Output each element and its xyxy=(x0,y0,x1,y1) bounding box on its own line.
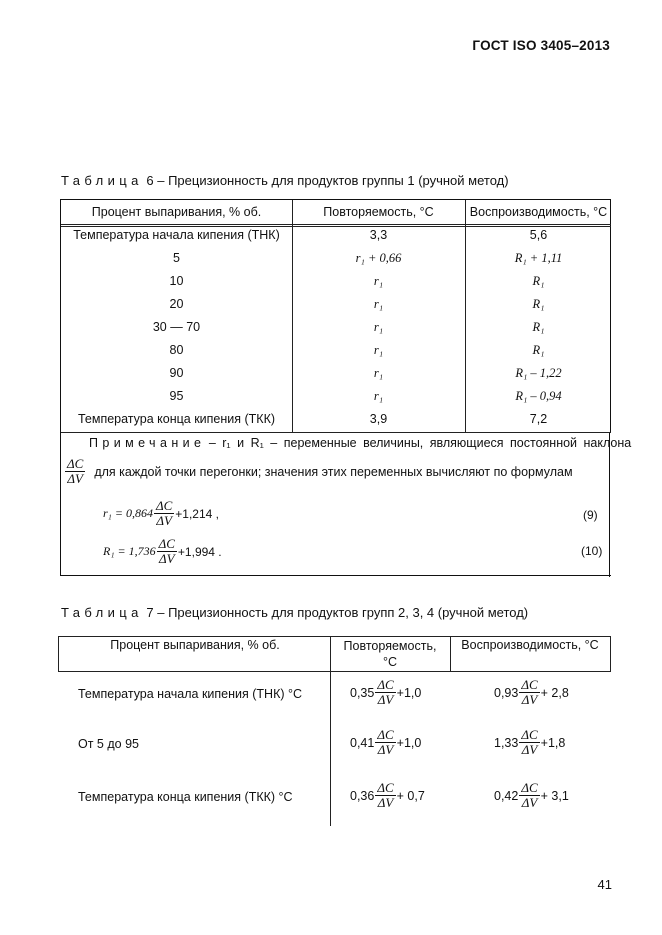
t6-row-9-col-1: Температура конца кипения (ТКК) xyxy=(77,412,276,426)
table6-caption-text: 6 – Прецизионность для продуктов группы 1 (ручной метод) xyxy=(146,173,509,188)
document-code: ГОСТ ISO 3405–2013 xyxy=(472,38,610,53)
t7-row-2-label: От 5 до 95 xyxy=(78,737,139,751)
t6-formula-10-number: (10) xyxy=(581,544,603,558)
t7-row-2-repeatability: 0,41 $\frac{\Delta C}{\Delta V}$ +1,0 xyxy=(350,727,422,757)
t6-row-2-col-3: R₁ + 1,11 xyxy=(514,251,563,265)
t6-note-fraction: $\frac{\Delta C}{\Delta V}$ xyxy=(67,456,84,486)
table6 xyxy=(60,199,632,576)
t6-note-line2 xyxy=(64,457,573,486)
t7-row-1-label: Температура начала кипения (ТНК) °C xyxy=(78,687,303,701)
table7-caption-word: Таблица xyxy=(61,605,143,620)
table6-caption xyxy=(61,173,509,188)
t6-formula-9-number: (9) xyxy=(583,508,598,522)
page-number: 41 xyxy=(597,877,612,892)
t6-row-4-col-2: r₁ xyxy=(373,297,384,311)
t7-header-reproducibility: Воспроизводимость, °C xyxy=(461,638,599,652)
t6-row-8-col-2: r₁ xyxy=(373,389,384,403)
t7-row-3-reproducibility: 0,42 $\frac{\Delta C}{\Delta V}$ + 3,1 xyxy=(494,780,569,810)
t7-row-3-repeatability: 0,36 $\frac{\Delta C}{\Delta V}$ + 0,7 xyxy=(350,780,425,810)
t6-row-8-col-3: R₁ – 0,94 xyxy=(515,389,562,403)
table7-caption-text: 7 – Прецизионность для продуктов групп 2, 3, 4 (ручной метод) xyxy=(146,605,529,620)
t7-row-1-reproducibility: 0,93 $\frac{\Delta C}{\Delta V}$ + 2,8 xyxy=(494,677,569,707)
t6-row-9-col-2: 3,9 xyxy=(369,412,388,426)
t6-row-4-col-3: R₁ xyxy=(532,297,545,311)
t6-row-2-col-1: 5 xyxy=(173,251,180,265)
t6-row-2-col-2: r₁ + 0,66 xyxy=(355,251,402,265)
t6-note-text1: – r₁ и R₁ – переменные величины, являющиеся постоянной наклона xyxy=(208,436,632,450)
t6-row-6-col-2: r₁ xyxy=(373,343,384,357)
t6-row-5-col-3: R₁ xyxy=(532,320,545,334)
t6-row-3-col-2: r₁ xyxy=(373,274,384,288)
t7-row-3-label: Температура конца кипения (ТКК) °C xyxy=(78,790,293,804)
t6-note-text2: для каждой точки перегонки; значения этих переменных вычисляют по формулам xyxy=(94,464,573,479)
t6-note-word: Примечание xyxy=(89,436,206,450)
t6-row-6-col-1: 80 xyxy=(169,343,184,357)
t6-row-1-col-3: 5,6 xyxy=(529,228,548,242)
table6-caption-word: Таблица xyxy=(61,173,143,188)
t7-row-2-reproducibility: 1,33 $\frac{\Delta C}{\Delta V}$ +1,8 xyxy=(494,727,566,757)
t6-row-9-col-3: 7,2 xyxy=(529,412,548,426)
t6-row-7-col-3: R₁ – 1,22 xyxy=(515,366,562,380)
t6-row-7-col-2: r₁ xyxy=(373,366,384,380)
t6-row-1-col-2: 3,3 xyxy=(369,228,388,242)
t6-row-5-col-1: 30 — 70 xyxy=(152,320,201,334)
t6-header-repeatability: Повторяемость, °C xyxy=(323,205,434,219)
t6-row-8-col-1: 95 xyxy=(169,389,184,403)
table7 xyxy=(60,636,611,826)
t6-header-reproducibility: Воспроизводимость, °C xyxy=(469,205,608,219)
t6-header-percent: Процент выпаривания, % об. xyxy=(91,205,262,219)
t6-row-1-col-1: Температура начала кипения (ТНК) xyxy=(73,228,280,242)
t6-row-3-col-1: 10 xyxy=(169,274,184,288)
t7-row-1-repeatability: 0,35 $\frac{\Delta C}{\Delta V}$ +1,0 xyxy=(350,677,422,707)
t6-row-3-col-3: R₁ xyxy=(532,274,545,288)
t6-row-6-col-3: R₁ xyxy=(532,343,545,357)
t6-row-4-col-1: 20 xyxy=(169,297,184,311)
t6-formula-9: r₁ = 0,864 $\frac{\Delta C}{\Delta V}$ +1,214 , xyxy=(103,498,219,528)
t6-row-7-col-1: 90 xyxy=(169,366,184,380)
t7-header-repeatability: Повторяемость, °C xyxy=(343,639,437,669)
t6-note-line1 xyxy=(89,436,631,450)
t6-formula-10: R₁ = 1,736 $\frac{\Delta C}{\Delta V}$ +1,994 . xyxy=(103,536,222,566)
t6-row-5-col-2: r₁ xyxy=(373,320,384,334)
table7-caption xyxy=(61,605,528,620)
t7-header-percent: Процент выпаривания, % об. xyxy=(110,638,280,652)
